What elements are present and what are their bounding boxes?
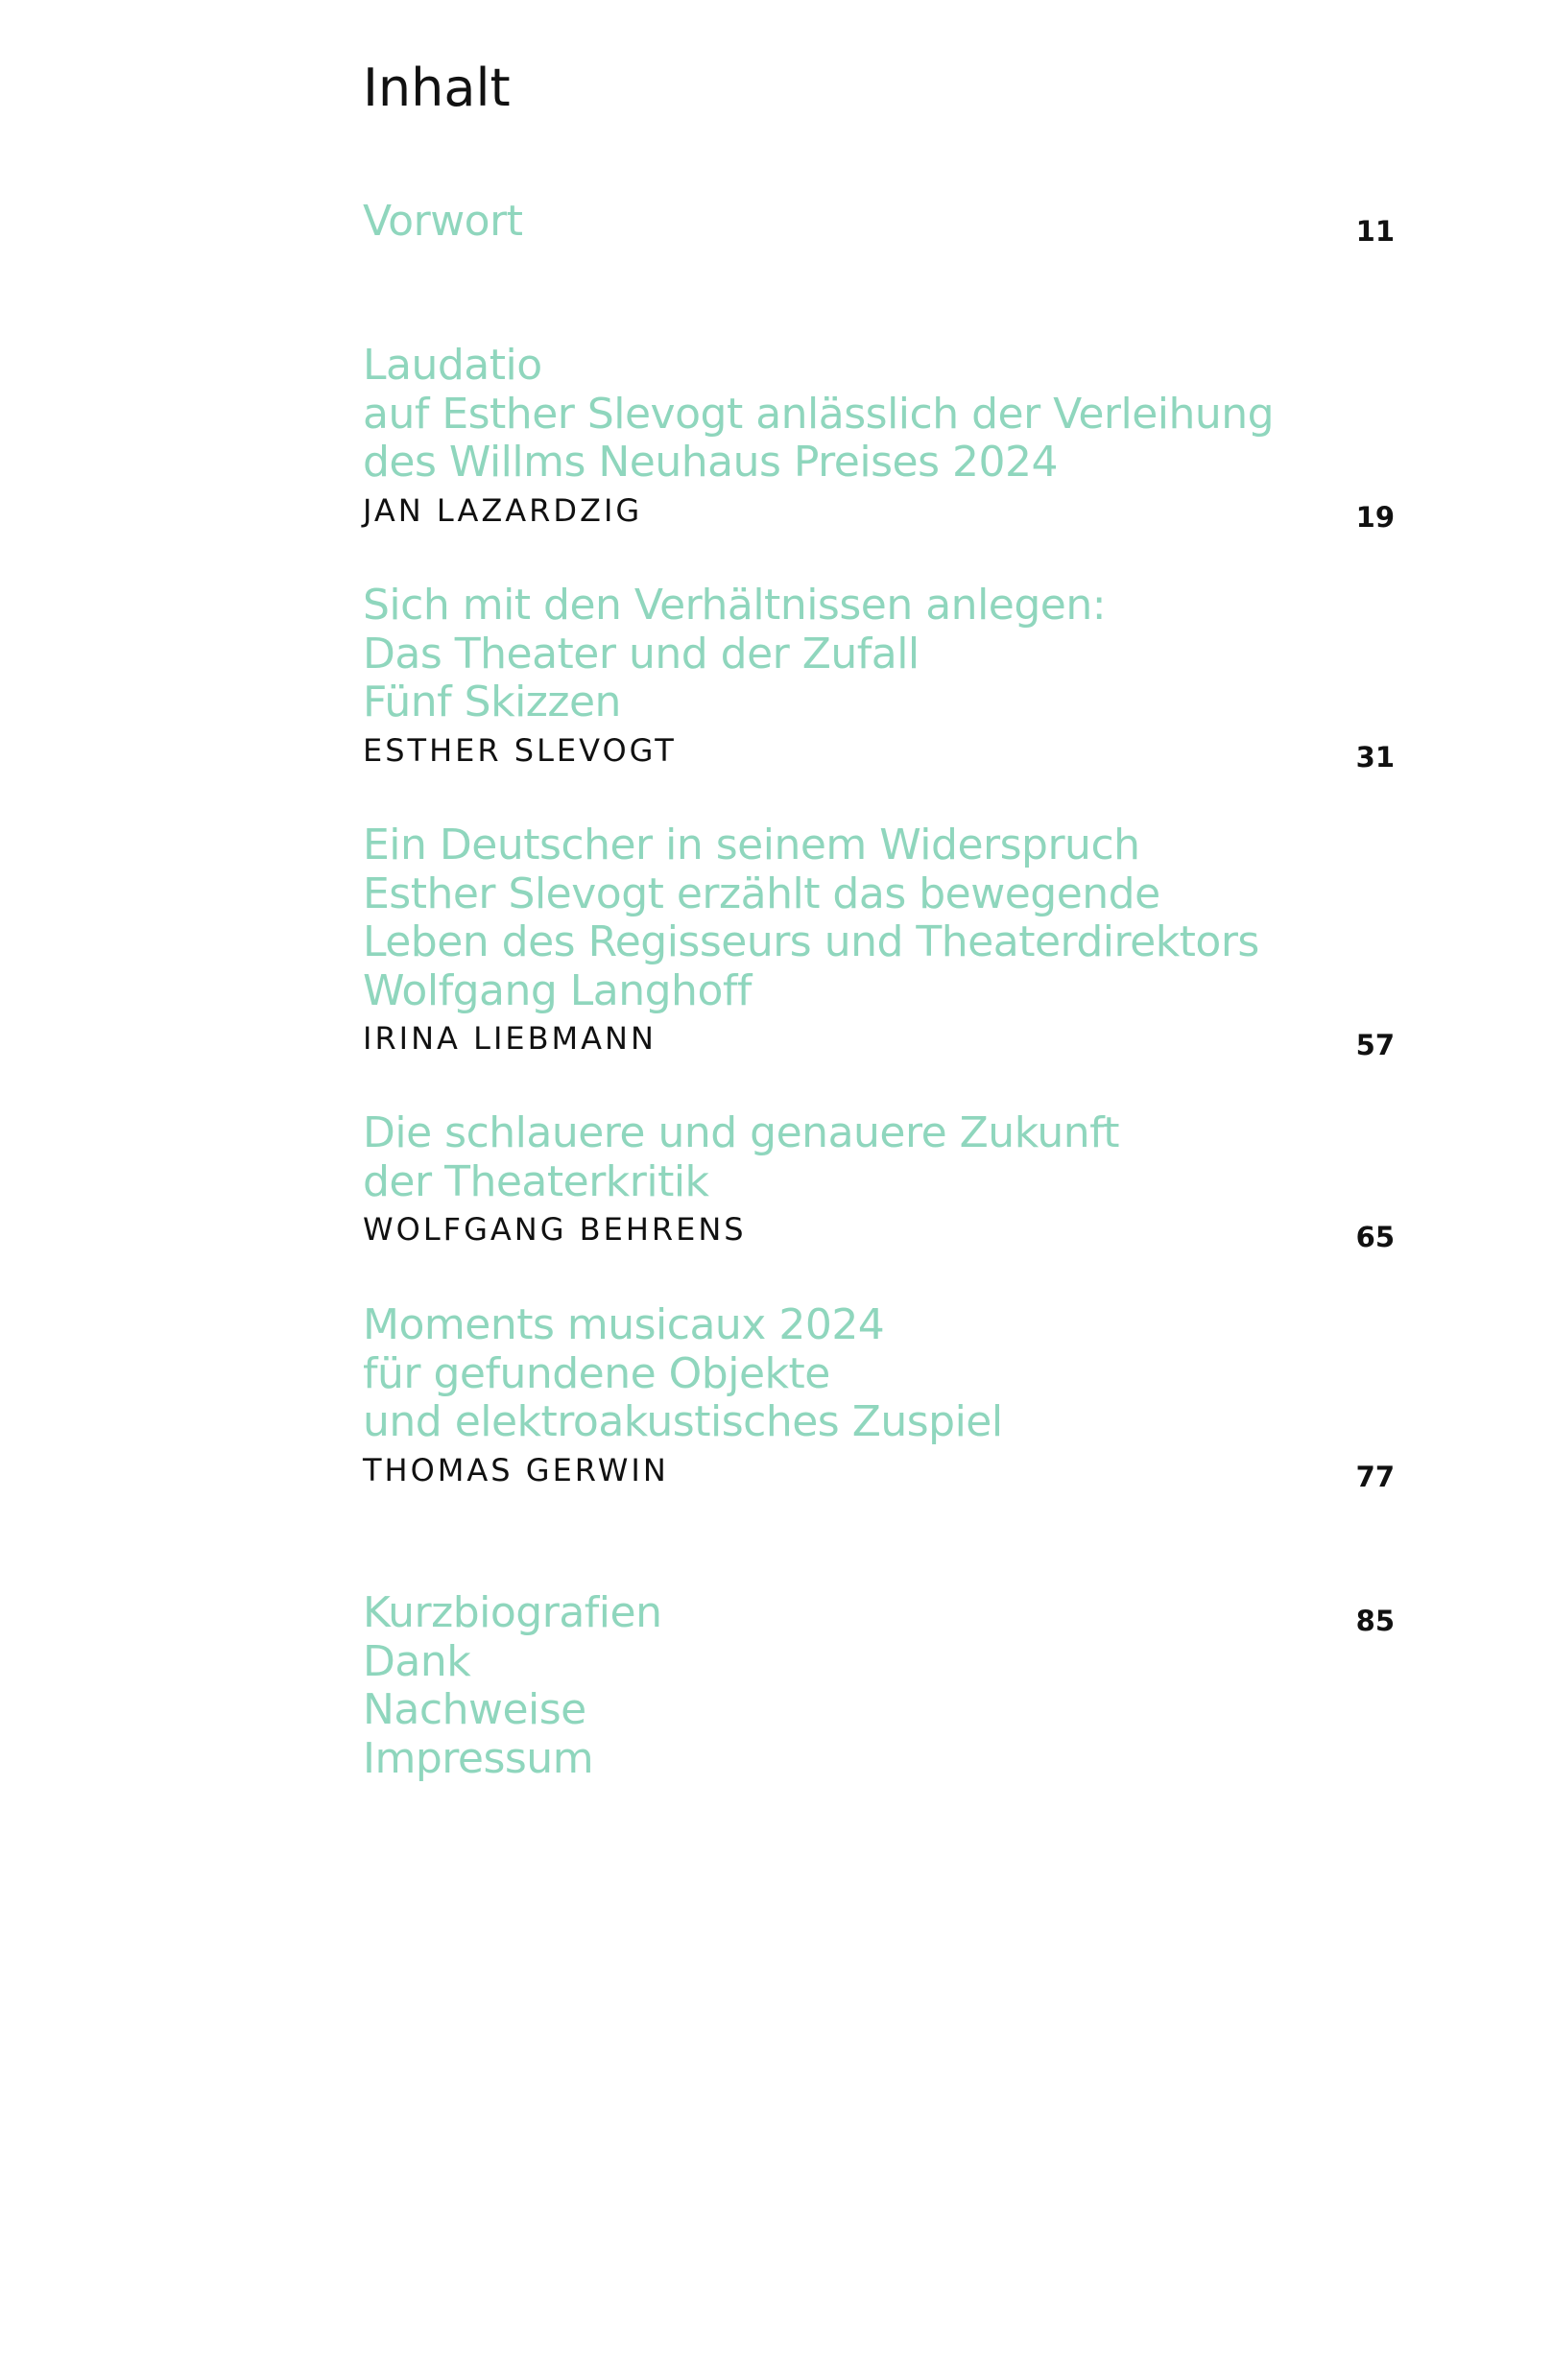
entry-author: ESTHER SLEVOGT (363, 731, 677, 769)
entry-title (363, 582, 1395, 727)
toc-entry-appendix[interactable] (363, 1589, 1395, 1783)
toc-entry-moments-musicaux[interactable] (363, 1300, 1395, 1493)
entry-title (363, 1589, 1395, 1783)
page-number: 31 (1355, 741, 1395, 774)
entry-title-line: Impressum (363, 1733, 594, 1783)
entry-title-line: Esther Slevogt erzählt das bewegende (363, 869, 1160, 918)
page-title: Inhalt (363, 58, 511, 118)
entry-title-line: des Willms Neuhaus Preises 2024 (363, 438, 1058, 487)
entry-title-line: Sich mit den Verhältnissen anlegen: (363, 581, 1107, 630)
entry-title (363, 342, 1395, 488)
entry-title-line: Fünf Skizzen (363, 678, 621, 726)
entry-title (363, 1301, 1395, 1447)
entry-title-line: Leben des Regisseurs und Theaterdirektors (363, 917, 1259, 966)
entry-author: IRINA LIEBMANN (363, 1020, 657, 1057)
entry-title-line: Vorwort (363, 197, 523, 246)
entry-title (363, 198, 1395, 247)
entry-title-line: der Theaterkritik (363, 1156, 709, 1206)
toc-entry-theaterkritik[interactable] (363, 1108, 1395, 1253)
toc-entry-zufall[interactable] (363, 581, 1395, 774)
entry-title-line: Das Theater und der Zufall (363, 629, 920, 678)
entry-title-line: Kurzbiografien (363, 1588, 662, 1637)
entry-author: JAN LAZARDZIG (363, 491, 643, 529)
toc-entry-widerspruch[interactable] (363, 821, 1395, 1061)
entry-author: THOMAS GERWIN (363, 1451, 669, 1488)
entry-title (363, 821, 1395, 1015)
entry-title-line: Wolfgang Langhoff (363, 965, 752, 1015)
page-number: 19 (1355, 501, 1395, 534)
page-number: 65 (1355, 1221, 1395, 1253)
entry-title-line: Nachweise (363, 1685, 586, 1734)
entry-title-line: Laudatio (363, 341, 542, 390)
entry-title-line: Die schlauere und genauere Zukunft (363, 1108, 1120, 1157)
page-number: 57 (1355, 1029, 1395, 1061)
entry-title-line: Ein Deutscher in seinem Widerspruch (363, 821, 1140, 869)
entry-title-line: Moments musicaux 2024 (363, 1300, 885, 1349)
entry-title-line: für gefundene Objekte (363, 1348, 830, 1398)
page-number: 11 (1355, 215, 1395, 248)
entry-title-line: auf Esther Slevogt anlässlich der Verleihung (363, 389, 1275, 439)
page-number: 85 (1355, 1605, 1395, 1637)
page-number: 77 (1355, 1461, 1395, 1493)
toc-entry-laudatio[interactable] (363, 341, 1395, 534)
entry-title (363, 1109, 1395, 1206)
toc-entry-vorwort[interactable] (363, 198, 1395, 247)
entry-title-line: und elektroakustisches Zuspiel (363, 1397, 1003, 1446)
entry-author: WOLFGANG BEHRENS (363, 1211, 747, 1248)
entry-title-line: Dank (363, 1636, 471, 1686)
